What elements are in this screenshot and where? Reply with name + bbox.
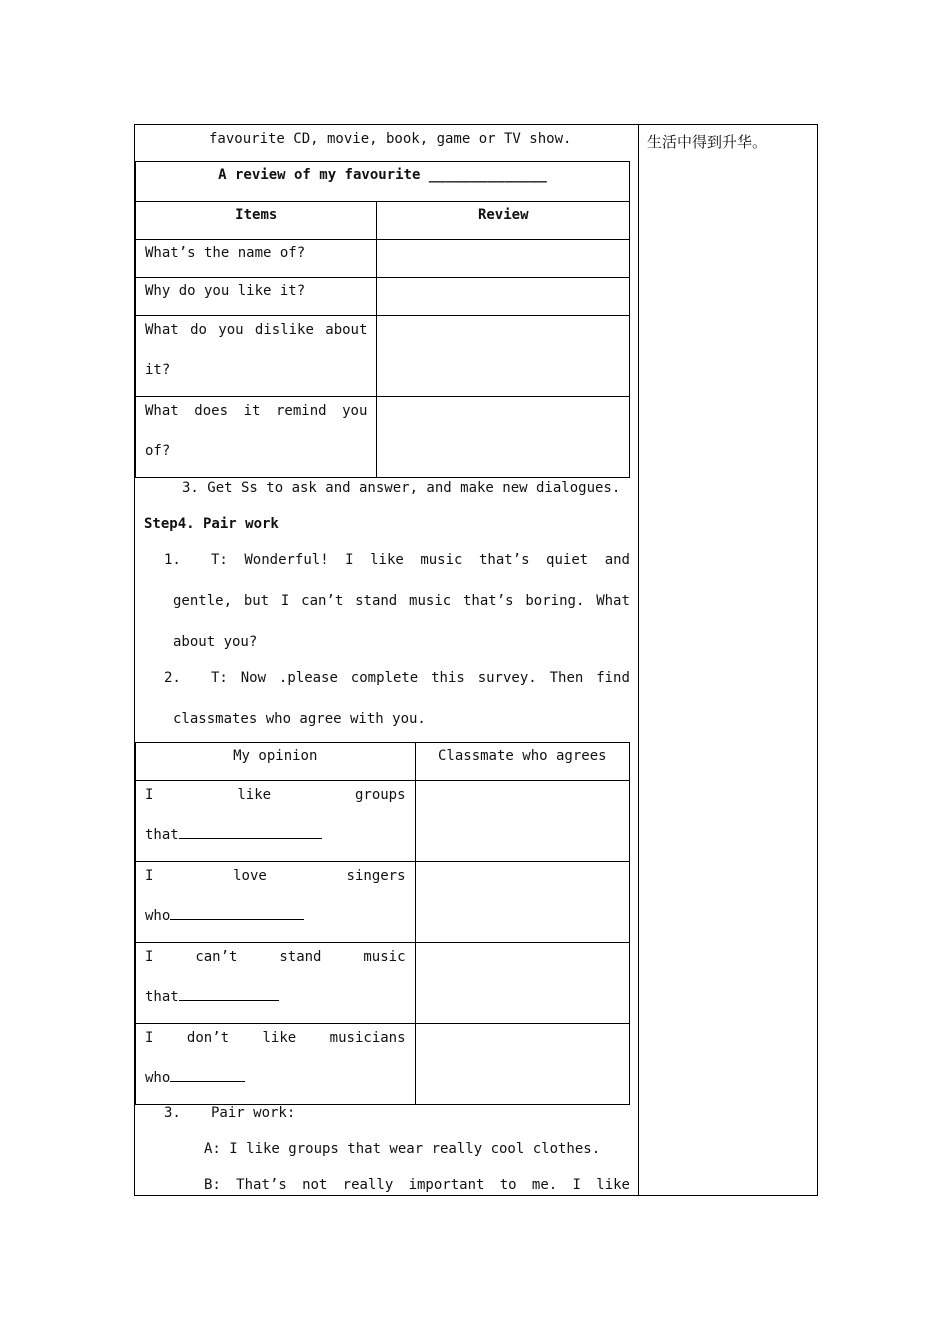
review-row-value (377, 240, 630, 278)
review-row-item: What’s the name of? (136, 240, 377, 278)
review-header-review: Review (377, 202, 630, 240)
fill-in-blank[interactable] (179, 824, 322, 839)
step4-item-2-line1: T: Now .please complete this survey. Then find (211, 670, 630, 686)
review-row-item: What do you dislike about it? (136, 316, 377, 397)
survey-row-classmate (415, 1024, 629, 1105)
survey-row-opinion: I don’t like musicians who (136, 1024, 416, 1105)
step4-heading: Step4. Pair work (144, 516, 279, 532)
survey-row-opinion: I like groups that (136, 781, 416, 862)
survey-table (135, 742, 630, 1105)
review-header-items: Items (136, 202, 377, 240)
column-divider (638, 125, 639, 1195)
review-row-value (377, 316, 630, 397)
review-row-item: What does it remind you of? (136, 397, 377, 478)
survey-row-classmate (415, 862, 629, 943)
review-table (135, 161, 630, 478)
survey-header-opinion: My opinion (136, 743, 416, 781)
step4-item-1-line1: T: Wonderful! I like music that’s quiet and (211, 552, 630, 568)
fill-in-blank[interactable] (170, 1067, 245, 1082)
pair-work-label: Pair work: (211, 1105, 296, 1121)
side-note: 生活中得到升华。 (647, 133, 768, 151)
step4-item-2-number: 2. (164, 670, 181, 686)
review-row-value (377, 278, 630, 316)
review-row-value (377, 397, 630, 478)
step4-item-1-line2: gentle, but I can’t stand music that’s boring. What (173, 593, 630, 609)
step3-point3: 3. Get Ss to ask and answer, and make new dialogues. (182, 480, 621, 496)
fill-in-blank[interactable] (170, 905, 304, 920)
survey-row-classmate (415, 781, 629, 862)
survey-row-opinion: I can’t stand music that (136, 943, 416, 1024)
dialogue-line-a: A: I like groups that wear really cool clothes. (204, 1141, 601, 1157)
intro-line: favourite CD, movie, book, game or TV show. (209, 131, 572, 147)
step4-item-1-number: 1. (164, 552, 181, 568)
survey-row-classmate (415, 943, 629, 1024)
survey-header-classmate: Classmate who agrees (415, 743, 629, 781)
step4-item-1-line3: about you? (173, 634, 258, 650)
pair-work-number: 3. (164, 1105, 181, 1121)
review-row-item: Why do you like it? (136, 278, 377, 316)
step4-item-2-line3: classmates who agree with you. (173, 711, 426, 727)
fill-in-blank[interactable] (179, 986, 279, 1001)
lesson-plan-table (134, 124, 818, 1196)
survey-row-opinion: I love singers who (136, 862, 416, 943)
review-table-title: A review of my favourite ______________ (136, 162, 630, 202)
dialogue-line-b: B: That’s not really important to me. I like (204, 1177, 630, 1193)
